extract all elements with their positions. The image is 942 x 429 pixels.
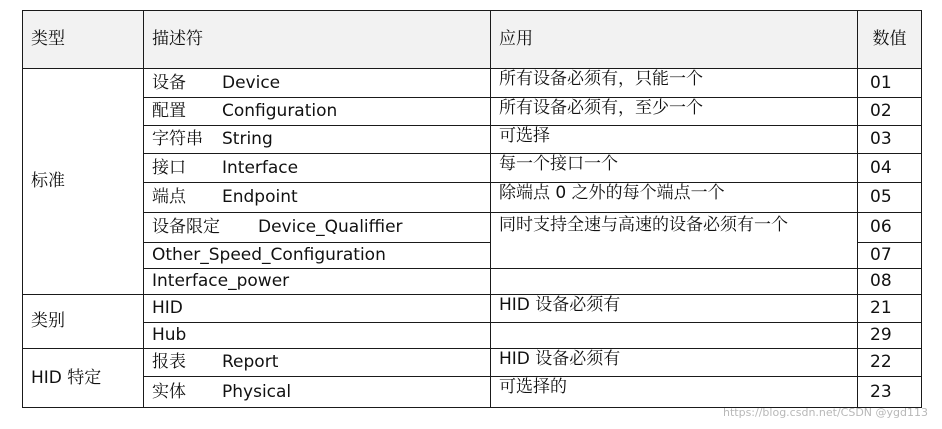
application-cell [491,323,858,349]
table-row [23,213,922,243]
value-cell: 21 [858,295,922,323]
descriptor-en: Device_Qualiffier [258,217,403,238]
value-cell: 01 [858,69,922,98]
descriptor-en: String [222,129,273,150]
application-cell [491,269,858,295]
descriptor-cell [144,98,491,126]
header-application: 应用 [491,11,858,69]
table-row [23,98,922,126]
value-cell: 22 [858,349,922,377]
descriptor-cn: 字符串 [152,129,203,150]
descriptor-cell [144,349,491,377]
application-cell: 所有设备必须有，至少一个 [491,98,858,126]
descriptor-en: Other_Speed_Configuration [152,245,386,266]
descriptor-cell [144,269,491,295]
value-cell: 04 [858,154,922,183]
descriptor-cell [144,213,491,243]
descriptor-en: HID [152,298,183,319]
descriptor-en: Device [222,72,281,93]
descriptor-cn: 配置 [152,101,186,122]
descriptor-en: Interface [222,157,299,178]
descriptor-cn: 报表 [152,352,186,373]
group-standard: 标准 [23,69,144,295]
value-cell: 29 [858,323,922,349]
application-cell: HID 设备必须有 [491,349,858,377]
table-row [23,126,922,154]
value-cell: 06 [858,213,922,243]
header-descriptor: 描述符 [144,11,491,69]
descriptor-cell [144,183,491,213]
watermark: https://blog.csdn.net/CSDN @ygd113 [723,406,928,419]
descriptor-cell [144,377,491,408]
descriptor-en: Interface_power [152,271,290,292]
value-cell: 08 [858,269,922,295]
descriptor-cn: 接口 [152,157,186,178]
table-row [23,349,922,377]
application-cell: 可选择 [491,126,858,154]
descriptor-en: Physical [222,381,292,402]
descriptor-cell [144,154,491,183]
table-row [23,269,922,295]
descriptor-en: Endpoint [222,187,298,208]
application-cell: 同时支持全速与高速的设备必须有一个 [491,213,858,269]
table-row [23,154,922,183]
table-row [23,377,922,408]
descriptor-cn: 端点 [152,187,186,208]
table-row [23,323,922,349]
descriptor-cell [144,126,491,154]
descriptor-en: Hub [152,325,187,346]
value-cell: 23 [858,377,922,408]
descriptor-cell [144,69,491,98]
descriptor-cn: 实体 [152,381,186,402]
application-cell: HID 设备必须有 [491,295,858,323]
application-cell: 可选择的 [491,377,858,408]
header-value: 数值 [858,11,922,69]
value-cell: 05 [858,183,922,213]
descriptor-cell [144,323,491,349]
descriptor-en: Configuration [222,101,338,122]
value-cell: 03 [858,126,922,154]
table-row [23,183,922,213]
descriptor-cn: 设备限定 [152,217,220,238]
value-cell: 07 [858,243,922,269]
value-cell: 02 [858,98,922,126]
descriptor-cn: 设备 [152,72,186,93]
descriptor-cell [144,243,491,269]
group-hid-specific: HID 特定 [23,349,144,408]
table-row [23,295,922,323]
header-row [23,11,922,69]
group-class: 类别 [23,295,144,349]
descriptor-cell [144,295,491,323]
application-cell: 所有设备必须有，只能一个 [491,69,858,98]
header-type: 类型 [23,11,144,69]
usb-descriptor-table [22,10,922,408]
table-row [23,69,922,98]
application-cell: 每一个接口一个 [491,154,858,183]
application-cell: 除端点 0 之外的每个端点一个 [491,183,858,213]
descriptor-en: Report [222,352,279,373]
